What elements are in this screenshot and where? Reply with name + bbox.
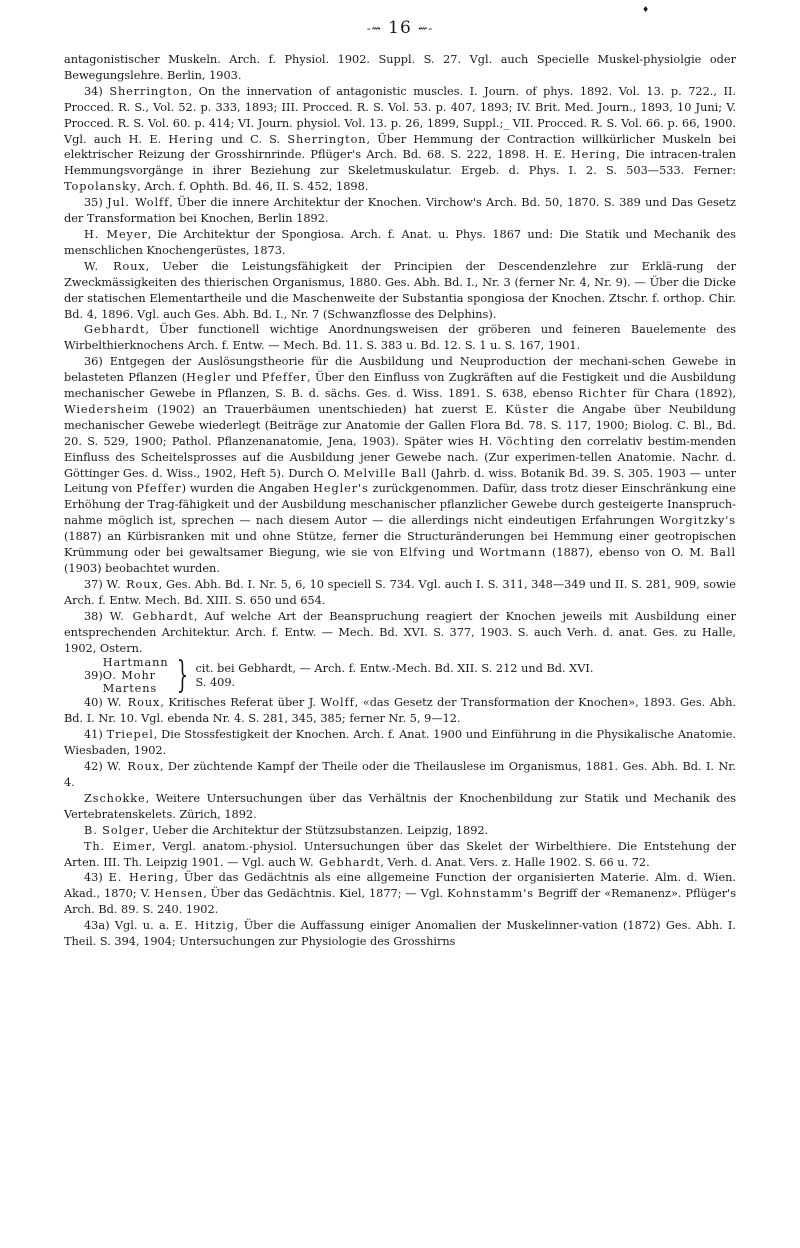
author-name: H. Meyer	[84, 227, 148, 241]
ref-35-roux: W. Roux, Ueber die Leistungsfähigkeit der Principien der Descendenzlehre zur Erklä-rung der Zweckmässigkeiten des thierischen Organismus, 1880. Ges. Abh. Bd. I., Nr. 3 (ferner Nr. 4, Nr. 9). — Über die Dicke der statischen Elementartheile und die Maschenweite der Substantia spongiosa der Knochen. Ztschr. f. orthop. Chir. Bd. 4, 1896. Vgl. auch Ges. Abh. Bd. I., Nr. 7 (Schwanzflosse des Delphins).	[64, 259, 736, 321]
author-name: Zschokke	[84, 791, 146, 805]
author-name: Hegler's	[313, 482, 369, 496]
ref-39-line2: S. 409.	[195, 675, 236, 689]
ref-39-number: 39)	[84, 668, 103, 682]
author-name: Gebhardt	[84, 323, 146, 337]
author-name: W. Roux	[107, 696, 161, 710]
author-name: Sherrington	[287, 132, 367, 146]
header-ornament-left: -⇝	[366, 22, 382, 35]
ref-37: 37) W. Roux, Ges. Abh. Bd. I. Nr. 5, 6, 10 speciell S. 734. Vgl. auch I. S. 311, 348—349 und II. S. 281, 909, sowie Arch. f. Entw. Mech. Bd. XIII. S. 650 und 654.	[64, 577, 736, 607]
author-name: Melville Ball	[343, 466, 428, 480]
ref-39-citation	[195, 662, 593, 690]
ref-35-meyer: H. Meyer, Die Architektur der Spongiosa. Arch. f. Anat. u. Phys. 1867 und: Die Statik und Mechanik des menschlichen Knochengerüstes, 1873.	[64, 227, 736, 257]
author-name: Worgitzky's	[659, 514, 736, 528]
ref-35-gebhardt: Gebhardt, Über functionell wichtige Anordnungsweisen der gröberen und feineren Bauelemente des Wirbelthierknochens Arch. f. Entw. — Mech. Bd. 11. S. 383 u. Bd. 12. S. 1 u. S. 167, 1901.	[64, 323, 736, 353]
ref-39-name: Martens	[102, 682, 158, 696]
author-name: W. Roux	[84, 259, 146, 273]
author-name: Jul. Wolff	[107, 196, 170, 210]
author-name: W. Roux	[107, 760, 160, 774]
author-name: W. Roux	[106, 577, 159, 591]
ref-43a: 43a) Vgl. u. a. E. Hitzig, Über die Auffassung einiger Anomalien der Muskelinner-vation (1872) Ges. Abh. I. Theil. S. 394, 1904; Untersuchungen zur Physiologie des Grosshirns	[64, 919, 736, 949]
ref-42-zschokke: Zschokke, Weitere Untersuchungen über das Verhältnis der Knochenbildung zur Statik und Mechanik des Vertebratenskelets. Zürich, 1892.	[64, 791, 736, 821]
author-name: Richter	[578, 387, 628, 401]
author-name: Topolansky	[64, 180, 138, 194]
ref-38: 38) W. Gebhardt, Auf welche Art der Beanspruchung reagiert der Knochen jeweils mit Ausbildung einer entsprechenden Architektur. Arch. f. Entw. — Mech. Bd. XVI. S. 377, 1903. S. auch Verh. d. anat. Ges. zu Halle, 1902, Ostern.	[64, 609, 737, 655]
page-header	[0, 18, 800, 38]
ref-39	[84, 656, 736, 695]
author-name: W. Gebhardt	[109, 609, 194, 623]
page-number: 16	[388, 18, 412, 38]
author-name: Sherrington	[109, 84, 189, 98]
author-name: Th. Eimer	[84, 839, 152, 853]
author-name: Pfeffer	[136, 482, 182, 496]
author-name: Ball	[710, 546, 736, 560]
author-name: Hering	[570, 148, 617, 162]
ref-39-name: Hartmann	[102, 656, 169, 670]
page-corner-mark: ♦	[642, 5, 650, 14]
author-name: Pfeffer	[261, 371, 307, 385]
references-text	[64, 52, 736, 950]
author-name: Küster	[505, 402, 549, 416]
ref-42-eimer: Th. Eimer, Vergl. anatom.-physiol. Untersuchungen über das Skelet der Wirbelthiere. Die Entstehung der Arten. III. Th. Leipzig 1901. — Vgl. auch W. Gebhardt, Verh. d. Anat. Vers. z. Halle 1902. S. 66 u. 72.	[64, 839, 736, 869]
author-name: W. Gebhardt	[299, 855, 381, 869]
ref-36: 36) Entgegen der Auslösungstheorie für die Ausbildung und Neuproduction der mechani-schen Gewebe in belasteten Pflanzen (Hegler und Pfeffer, Über den Einfluss von Zugkräften auf die Festigkeit und die Ausbildung mechanischer Gewebe in Pflanzen, S. B. d. sächs. Ges. d. Wiss. 1891. S. 638, ebenso Richter für Chara (1892), Wiedersheim (1902) an Trauerbäumen unentschieden) hat zuerst E. Küster die Angabe über Neubildung mechanischer Gewebe wiederlegt (Beiträge zur Anatomie der Gallen Flora Bd. 78. S. 117, 1900; Biolog. C. Bl., Bd. 20. S. 529, 1900; Pathol. Pflanzenanatomie, Jena, 1903). Später wies H. Vöchting den correlativ bestim-menden Einfluss des Scheitelsprosses auf die Ausbildung jener Gewebe nach. (Zur experimen-tellen Anatomie. Nachr. d. Göttinger Ges. d. Wiss., 1902, Heft 5). Durch O. Melville Ball (Jahrb. d. wiss. Botanik Bd. 39. S. 305. 1903 — unter Leitung von Pfeffer) wurden die Angaben Hegler's zurückgenommen. Dafür, dass trotz dieser Einschränkung eine Erhöhung der Trag-fähigkeit und der Ausbildung meschanischer pflanzlicher Gewebe durch gesteigerte Inanspruch-nahme möglich ist, sprechen — nach diesem Autor — die allerdings nicht eindeutigen Erfahrungen Worgitzky's (1887) an Kürbisranken mit und ohne Stütze, ferner die Structuränderungen bei Hemmung einer geotropischen Krümmung oder bei gewaltsamer Biegung, wie sie von Elfving und Wortmann (1887), ebenso von O. M. Ball (1903) beobachtet wurden.	[64, 355, 737, 575]
author-name: Wortmann	[479, 546, 547, 560]
ref-35: 35) Jul. Wolff, Über die innere Architektur der Knochen. Virchow's Arch. Bd. 50, 1870. S. 389 und Das Gesetz der Transformation bei Knochen, Berlin 1892.	[64, 196, 736, 226]
ref-p0: antagonistischer Muskeln. Arch. f. Physiol. 1902. Suppl. S. 27. Vgl. auch Specielle Muskel-physiolgie oder Bewegungslehre. Berlin, 1903.	[64, 53, 736, 82]
ref-39-names	[103, 656, 169, 695]
ref-34: 34) Sherrington, On the innervation of antagonistic muscles. I. Journ. of phys. 1892. Vol. 13. p. 722., II. Procced. R. S., Vol. 52. p. 333, 1893; III. Procced. R. S. Vol. 53. p. 407, 1893; IV. Brit. Med. Journ., 1893, 10 Juni; V. Procced. R. S. Vol. 60. p. 414; VI. Journ. physiol. Vol. 13. p. 26, 1899, Suppl.;_ VII. Procced. R. S. Vol. 66. p. 66, 1900. Vgl. auch H. E. Hering und C. S. Sherrington, Über Hemmung der Contraction willkürlicher Muskeln bei elektrischer Reizung der Grosshirnrinde. Pflüger's Arch. Bd. 68. S. 222, 1898. H. E. Hering, Die intracen-tralen Hemmungsvorgänge in ihrer Beziehung zur Skeletmuskulatur. Ergeb. d. Phys. I. 2. S. 503—533. Ferner: Topolansky, Arch. f. Ophth. Bd. 46, II. S. 452, 1898.	[64, 84, 737, 194]
author-name: B. Solger	[84, 823, 146, 837]
author-name: E. Hitzig	[174, 919, 235, 933]
header-ornament-right: ⇜-	[418, 22, 434, 35]
brace-symbol: }	[176, 654, 188, 696]
ref-41: 41) Triepel, Die Stossfestigkeit der Knochen. Arch. f. Anat. 1900 und Einführung in die Physikalische Anatomie. Wiesbaden, 1902.	[64, 728, 737, 758]
author-name: Hegler	[186, 371, 232, 385]
ref-39-name: O. Mohr	[102, 669, 156, 683]
author-name: Triepel	[106, 728, 154, 742]
ref-42-solger: B. Solger, Ueber die Architektur der Stützsubstanzen. Leipzig, 1892.	[84, 823, 489, 837]
author-name: Hensen	[154, 887, 204, 901]
author-name: Hering	[168, 132, 214, 146]
ref-42: 42) W. Roux, Der züchtende Kampf der Theile oder die Theilauslese im Organismus, 1881. Ges. Abh. Bd. I. Nr. 4.	[64, 760, 736, 789]
ref-39-line1: cit. bei Gebhardt, — Arch. f. Entw.-Mech. Bd. XII. S. 212 und Bd. XVI.	[195, 661, 594, 675]
author-name: Elfving	[399, 546, 447, 560]
author-name: E. Hering	[108, 871, 175, 885]
author-name: Vöchting	[497, 434, 556, 448]
ref-43: 43) E. Hering, Über das Gedächtnis als eine allgemeine Function der organisierten Materie. Alm. d. Wien. Akad., 1870; V. Hensen, Über das Gedächtnis. Kiel, 1877; — Vgl. Kohnstamm's Begriff der «Remanenz». Pflüger's Arch. Bd. 89. S. 240. 1902.	[64, 871, 737, 917]
author-name: Wiedersheim	[64, 402, 150, 416]
author-name: Kohnstamm's	[447, 887, 534, 901]
ref-40: 40) W. Roux, Kritisches Referat über J. Wolff, «das Gesetz der Transformation der Knochen», 1893. Ges. Abh. Bd. I. Nr. 10. Vgl. ebenda Nr. 4. S. 281, 345, 385; ferner Nr. 5, 9—12.	[64, 696, 736, 726]
author-name: Wolff	[320, 696, 355, 710]
